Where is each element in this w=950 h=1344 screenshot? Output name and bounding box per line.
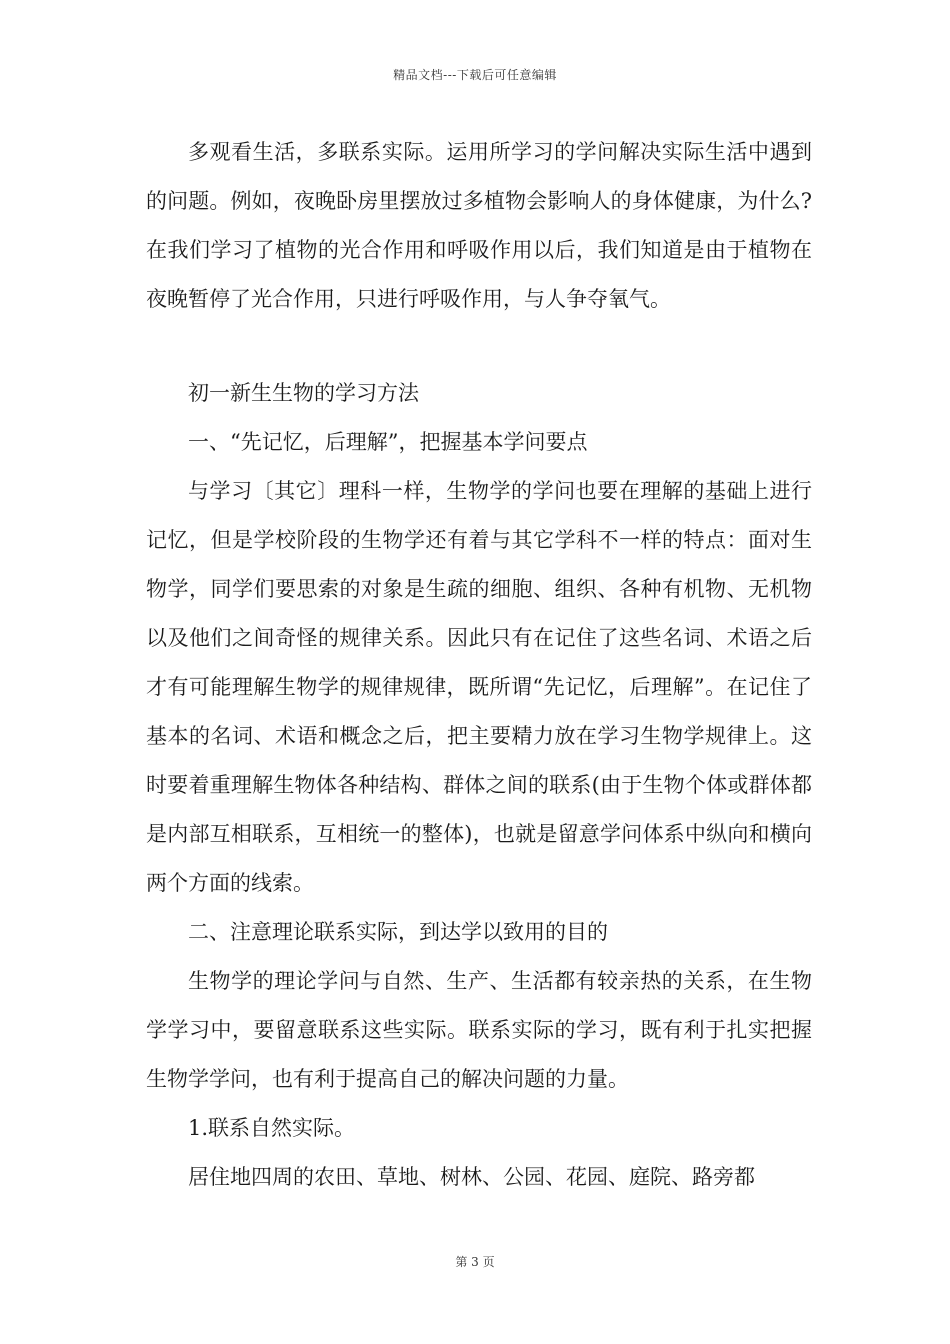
page-header: 精品文档---下载后可任意编辑 (393, 68, 557, 82)
paragraph-nature-practice: 居住地四周的农田、草地、树林、公园、花园、庭院、路旁都 (188, 1165, 755, 1189)
page-number: 第 3 页 (455, 1255, 495, 1269)
paragraph-memorize-first: 与学习〔其它〕理科一样，生物学的学问也要在理解的基础上进行记忆，但是学校阶段的生物学还有着与其它学科不一样的特点：面对生物学，同学们要思索的对象是生疏的细胞、组织、各种有机物、无机物以及他们之间奇怪的规律关系。因此只有在记住了这些名词、术语之后才有可能理解生物学的规律规律，既所谓“先记忆，后理解”。在记住了基本的名词、术语和概念之后，把主要精力放在学习生物学规律上。这时要着重理解生物体各种结构、群体之间的联系(由于生物个体或群体都是内部互相联系，互相统一的整体)，也就是留意学问体系中纵向和横向两个方面的线索。 (146, 479, 812, 895)
heading-theory-practice: 二、注意理论联系实际，到达学以致用的目的 (188, 920, 608, 944)
paragraph-observe-life: 多观看生活，多联系实际。运用所学习的学问解决实际生活中遇到的问题。例如，夜晚卧房里摆放过多植物会影响人的身体健康，为什么?在我们学习了植物的光合作用和呼吸作用以后，我们知道是由于植物在夜晚暂停了光合作用，只进行呼吸作用，与人争夺氧气。 (146, 140, 812, 311)
paragraph-theory-practice: 生物学的理论学问与自然、生产、生活都有较亲热的关系，在生物学学习中，要留意联系这些实际。联系实际的学习，既有利于扎实把握生物学学问，也有利于提高自己的解决问题的力量。 (146, 969, 812, 1091)
document-body (146, 128, 812, 1202)
section-title: 初一新生生物的学习方法 (188, 381, 419, 405)
heading-nature-practice: 1.联系自然实际。 (188, 1116, 356, 1140)
heading-memorize-first: 一、“先记忆，后理解”，把握基本学问要点 (188, 430, 588, 454)
